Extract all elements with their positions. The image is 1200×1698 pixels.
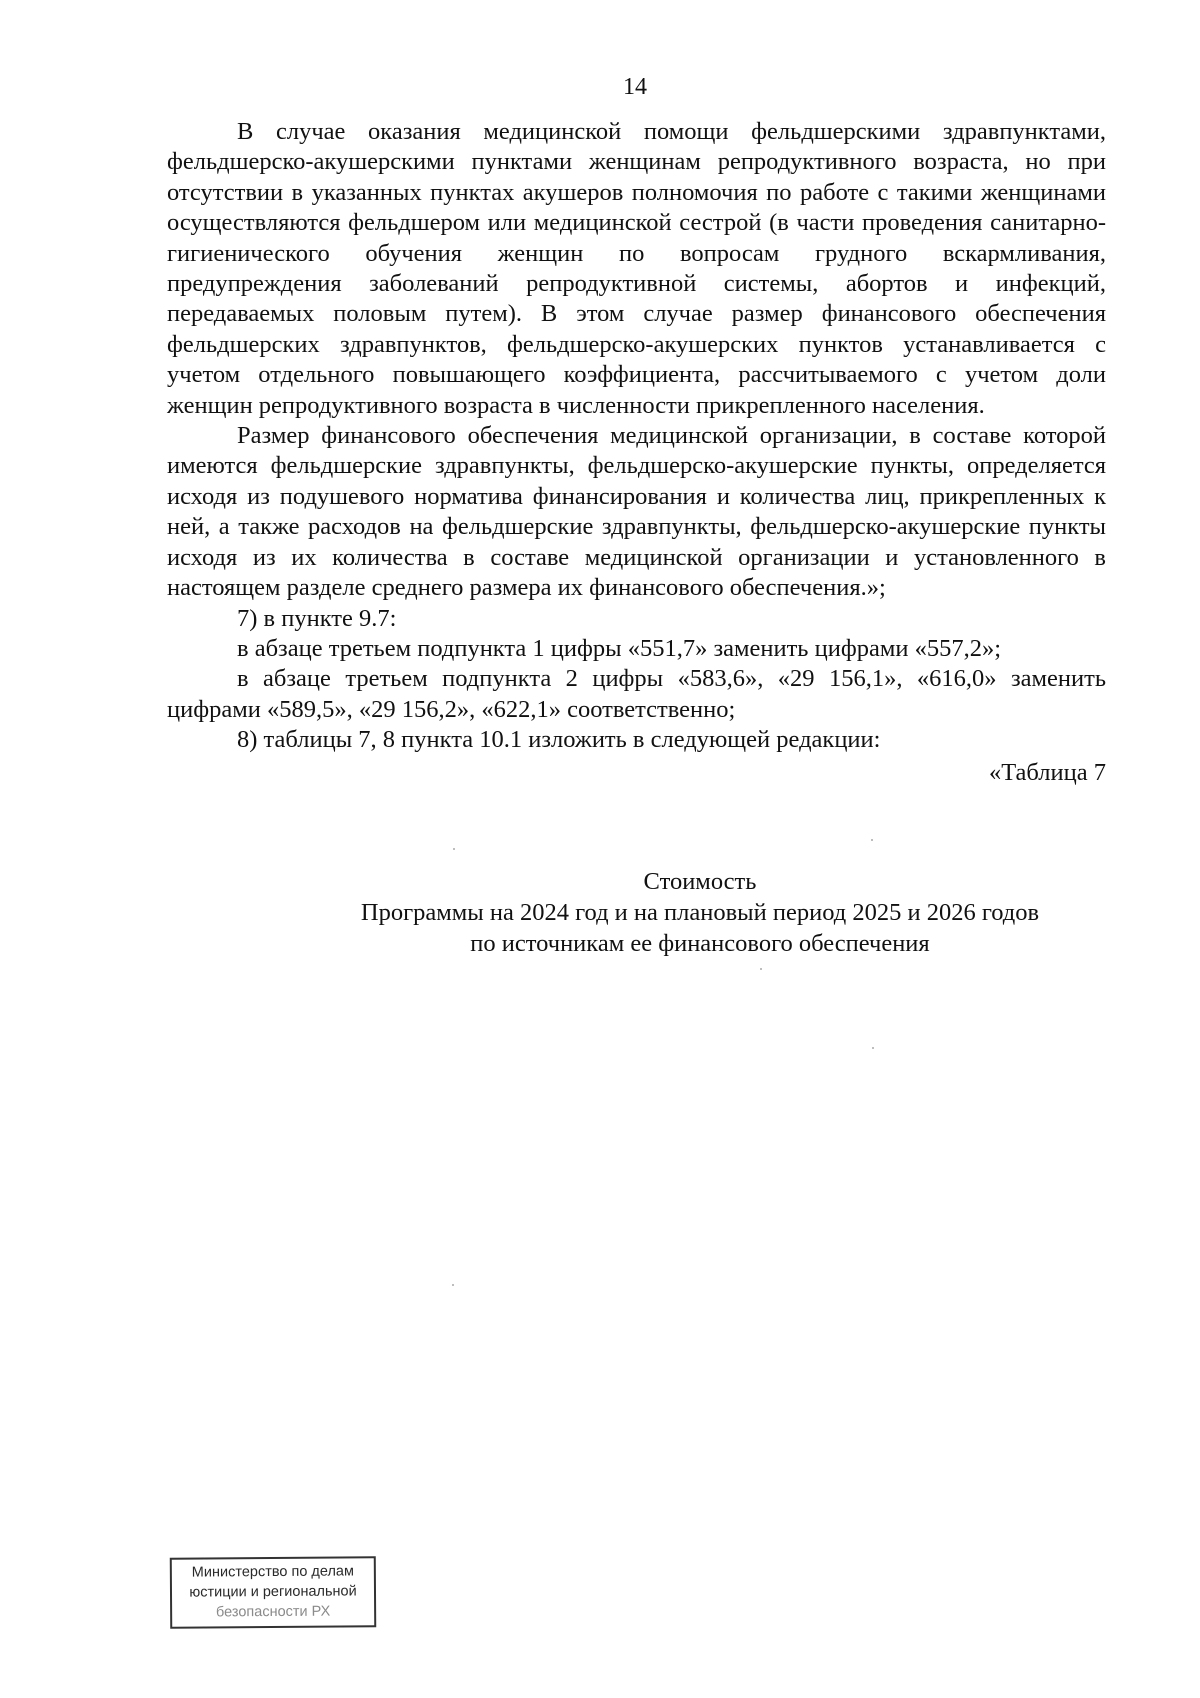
document-body [167, 117, 1106, 788]
scan-speck [452, 1284, 454, 1286]
table-title-line-3: по источникам ее финансового обеспечения [470, 930, 930, 957]
table-title-line-2: Программы на 2024 год и на плановый период 2025 и 2026 годов [360, 899, 1040, 926]
paragraph-subitem-2: в абзаце третьем подпункта 2 цифры «583,6», «29 156,1», «616,0» заменить цифрами «589,5», «29 156,2», «622,1» соответственно; [167, 665, 1106, 723]
paragraph-item-7: 7) в пункте 9.7: [237, 604, 397, 632]
scan-speck [872, 1047, 874, 1049]
table-title [200, 866, 1200, 959]
stamp-line-1: Министерство по делам [191, 1563, 354, 1581]
scan-speck [760, 968, 762, 970]
page-number: 14 [623, 74, 647, 100]
registration-stamp [170, 1556, 376, 1628]
scan-speck [453, 848, 455, 850]
table-label: «Таблица 7 [988, 758, 1106, 786]
stamp-line-3: безопасности РХ [215, 1603, 331, 1621]
paragraph-subitem-1: в абзаце третьем подпункта 1 цифры «551,7» заменить цифрами «557,2»; [237, 634, 1001, 662]
paragraph-item-8: 8) таблицы 7, 8 пункта 10.1 изложить в следующей редакции: [237, 726, 881, 754]
paragraph-financing-size: Размер финансового обеспечения медицинской организации, в составе которой имеются фельдшерские здравпункты, фельдшерско-акушерские пункты, определяется исходя из подушевого норматива финансирования и количества лиц, прикрепленных к ней, а также расходов на фельдшерские здравпункты, фельдшерско-акушерские пункты исходя из их количества в составе медицинской организации и установленного в настоящем разделе среднего размера их финансового обеспечения.»; [167, 422, 1106, 602]
stamp-line-2: юстиции и региональной [189, 1583, 357, 1601]
paragraph-feldsher-care: В случае оказания медицинской помощи фельдшерскими здравпунктами, фельдшерско-акушерскими пунктами женщинам репродуктивного возраста, но при отсутствии в указанных пунктах акушеров полномочия по работе с такими женщинами осуществляются фельдшером или медицинской сестрой (в части проведения санитарно-гигиенического обучения женщин по вопросам грудного вскармливания, предупреждения заболеваний репродуктивной системы, абортов и инфекций, передаваемых половым путем). В этом случае размер финансового обеспечения фельдшерских здравпунктов, фельдшерско-акушерских пунктов устанавливается с учетом отдельного повышающего коэффициента, рассчитываемого с учетом доли женщин репродуктивного возраста в численности прикрепленного населения. [167, 118, 1106, 419]
scan-speck [871, 839, 873, 841]
table-title-line-1: Стоимость [643, 868, 757, 895]
